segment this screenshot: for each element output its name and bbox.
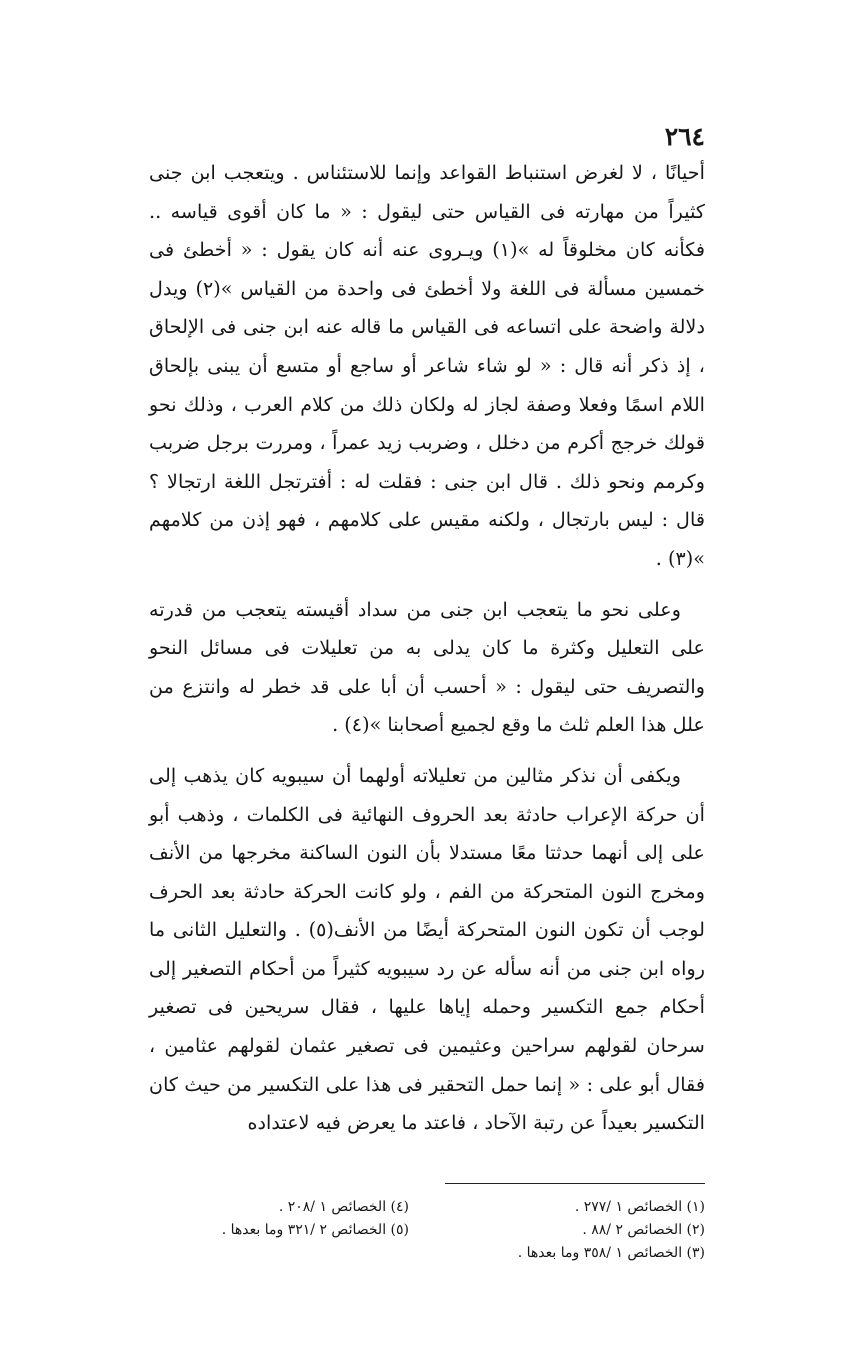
page-number: ٢٦٤: [664, 122, 705, 151]
paragraph-3: ويكفى أن نذكر مثالين من تعليلاته أولهما أن سيبويه كان يذهب إلى أن حركة الإعراب حادثة بعد الحروف النهائية فى الكلمات ، وذهب أبو على إلى أنهما حدثتا معًا مستدلا بأن النون الساكنة مخرجها من الأنف ومخرج النون المتحركة من الفم ، ولو كانت الحركة حادثة بعد الحرف لوجب أن تكون النون المتحركة أيضًا من الأنف(٥) . والتعليل الثانى ما رواه ابن جنى من أنه سأله عن رد سيبويه كثيراً من أحكام التصغير إلى أحكام جمع التكسير وحمله إياها عليها ، فقال سريحين فى تصغير سرحان لقولهم سراحين وعثيمين فى تصغير عثمان لقولهم عثامين ، فقال أبو على : « إنما حمل التحقير فى هذا على التكسير من حيث كان التكسير بعيداً عن رتبة الآحاد ، فاعتد ما يعرض فيه لاعتداده: [149, 763, 705, 1135]
footnote-2: (٢) الخصائص ٢ /٨٨ .: [582, 1222, 705, 1238]
paragraph-1: أحيانًا ، لا لغرض استنباط القواعد وإنما للاستئناس . ويتعجب ابن جنى كثيراً من مهارته فى القياس حتى ليقول : « ما كان أقوى قياسه .. فكأنه كان مخلوقاً له »(١) ويـروى عنه أنه كان يقول : « أخطئ فى خمسين مسألة فى اللغة ولا أخطئ فى واحدة من القياس »(٢) ويدل دلالة واضحة على اتساعه فى القياس ما قاله عنه ابن جنى فى الإلحاق ، إذ ذكر أنه قال : « لو شاء شاعر أو ساجع أو متسع أن يبنى بإلحاق اللام اسمًا وفعلا وصفة لجاز له ولكان ذلك من كلام العرب ، وذلك نحو قولك خرجج أكرم من دخلل ، وضربب زيد عمراً ، ومررت برجل ضربب وكرمم ونحو ذلك . قال ابن جنى : فقلت له : أفترتجل اللغة ارتجالا ؟ قال : ليس بارتجال ، ولكنه مقيس على كلامهم ، فهو إذن من كلامهم »(٣) .: [149, 161, 705, 570]
main-text: [149, 154, 705, 1143]
footnote-4: (٤) الخصائص ١ /٢٠٨ .: [278, 1199, 409, 1215]
paragraph-2: وعلى نحو ما يتعجب ابن جنى من سداد أقيسته يتعجب من قدرته على التعليل وكثرة ما كان يدلى به من تعليلات فى مسائل النحو والتصريف حتى ليقول : « أحسب أن أبا على قد خطر له وانتزع من علل هذا العلم ثلث ما وقع لجميع أصحابنا »(٤) .: [149, 597, 705, 737]
footnote-5: (٥) الخصائص ٢ /٣٢١ وما بعدها .: [221, 1222, 409, 1238]
footnote-divider: [445, 1183, 705, 1184]
footnote-1: (١) الخصائص ١ /٢٧٧ .: [574, 1199, 705, 1215]
footnote-3: (٣) الخصائص ١ /٣٥٨ وما بعدها .: [517, 1245, 705, 1261]
footnotes: [149, 1196, 705, 1265]
